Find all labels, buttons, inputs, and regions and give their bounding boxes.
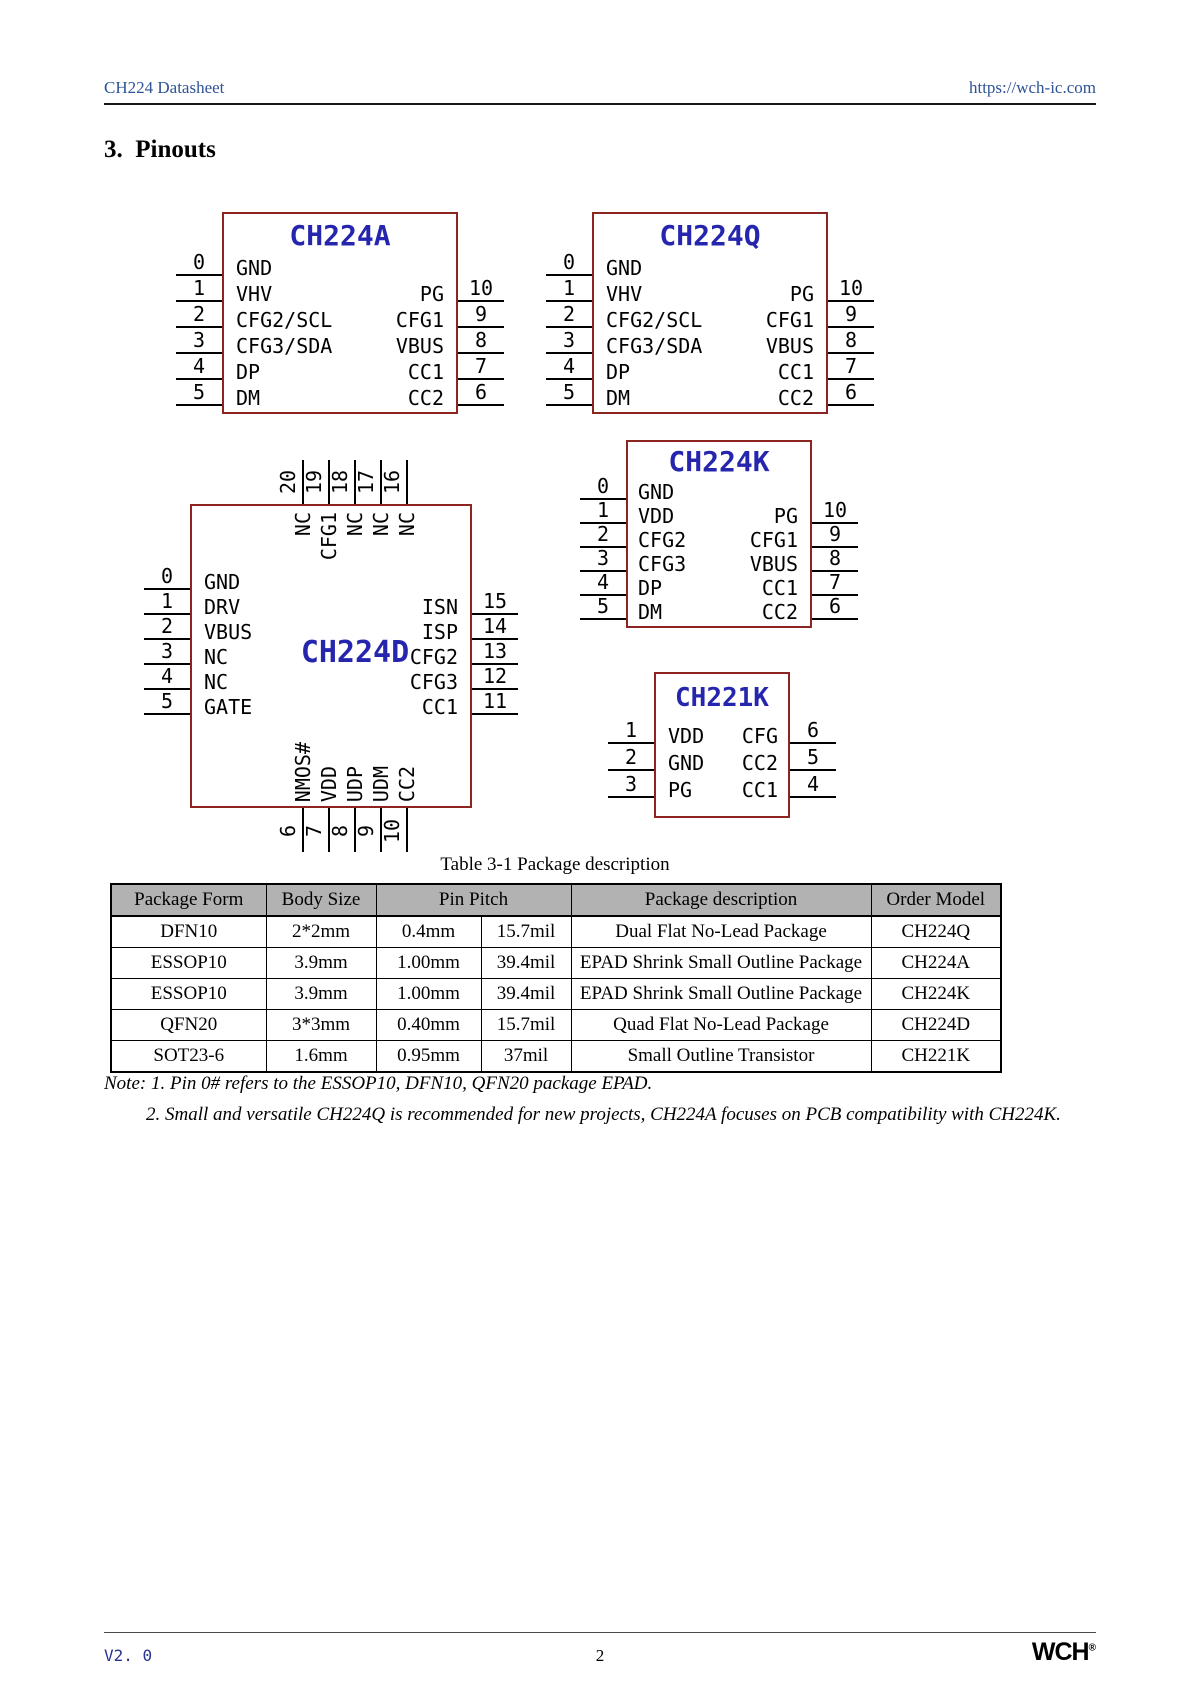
pin-stub: 15 bbox=[472, 591, 518, 615]
cell: Quad Flat No-Lead Package bbox=[571, 1010, 871, 1041]
pin-label: DM bbox=[236, 386, 261, 410]
pin-stub: 0 bbox=[176, 252, 222, 276]
pin-label: CFG1 bbox=[317, 512, 341, 561]
pin-number: 16 bbox=[380, 469, 404, 495]
pin-label: CFG1 bbox=[749, 528, 798, 552]
chip-ch224d bbox=[142, 422, 562, 858]
pin-label: CFG3/SDA bbox=[236, 334, 333, 358]
pin-label: GND bbox=[606, 256, 643, 280]
pin-label: CFG3/SDA bbox=[606, 334, 703, 358]
pin-label: CFG2/SCL bbox=[606, 308, 703, 332]
pin-label: NC bbox=[204, 670, 229, 694]
pin-label: CC2 bbox=[777, 386, 814, 410]
pin-stub: 3 bbox=[144, 641, 190, 665]
pin-stub: 3 bbox=[176, 330, 222, 354]
wch-logo bbox=[1032, 1638, 1096, 1667]
pin-label: CC2 bbox=[741, 751, 778, 775]
notes bbox=[104, 1068, 1100, 1130]
cell: SOT23-6 bbox=[111, 1041, 266, 1073]
table-row bbox=[111, 916, 1001, 948]
chip-ch224k bbox=[580, 440, 902, 636]
pin-number: 10 bbox=[380, 818, 404, 844]
pin-stub: 14 bbox=[472, 616, 518, 640]
pin-number: 8 bbox=[328, 824, 352, 838]
package-table bbox=[110, 883, 1002, 1073]
doc-title: CH224 Datasheet bbox=[104, 78, 225, 97]
footer-version: V2. 0 bbox=[104, 1646, 153, 1665]
pin-stub: 9 bbox=[812, 524, 858, 548]
wch-logo-text: WCH bbox=[1031, 1638, 1089, 1666]
footer-page-number: 2 bbox=[595, 1646, 605, 1665]
cell: 3*3mm bbox=[266, 1010, 376, 1041]
pin-label: CC1 bbox=[777, 360, 814, 384]
pin-label: GND bbox=[668, 751, 705, 775]
page-header bbox=[104, 78, 1096, 105]
pin-stub: 0 bbox=[144, 566, 190, 590]
table-row bbox=[111, 979, 1001, 1010]
chip-title: CH224Q bbox=[659, 219, 761, 252]
pin-label: CC1 bbox=[761, 576, 798, 600]
pin-stub: 7 bbox=[828, 356, 874, 380]
cell: 39.4mil bbox=[481, 979, 571, 1010]
pin-stub: 9 bbox=[828, 304, 874, 328]
pin-stub: 8 bbox=[828, 330, 874, 354]
section-title: 3. Pinouts bbox=[104, 136, 216, 163]
pin-stub: 4 bbox=[580, 572, 626, 596]
pin-line bbox=[406, 808, 408, 852]
pin-label: VDD bbox=[668, 724, 705, 748]
pin-stub: 10 bbox=[828, 278, 874, 302]
col-package-form: Package Form bbox=[111, 884, 266, 916]
pin-stub: 5 bbox=[144, 691, 190, 715]
chip-title: CH221K bbox=[675, 683, 769, 713]
cell: QFN20 bbox=[111, 1010, 266, 1041]
pin-label: GND bbox=[638, 480, 675, 504]
note-line-1: Note: 1. Pin 0# refers to the ESSOP10, DFN10, QFN20 package EPAD. bbox=[104, 1073, 653, 1094]
cell: ESSOP10 bbox=[111, 979, 266, 1010]
pin-number: 7 bbox=[302, 824, 326, 838]
pin-stub: 4 bbox=[144, 666, 190, 690]
chip-title: CH224A bbox=[289, 219, 391, 252]
pin-label: VDD bbox=[638, 504, 675, 528]
pin-label: CFG1 bbox=[395, 308, 444, 332]
cell: 0.95mm bbox=[376, 1041, 481, 1073]
pin-label: VBUS bbox=[765, 334, 814, 358]
pin-label: CC2 bbox=[761, 600, 798, 624]
chip-ch224a bbox=[176, 212, 506, 428]
pin-stub: 2 bbox=[546, 304, 592, 328]
pin-label: ISP bbox=[421, 620, 458, 644]
pin-stub: 7 bbox=[812, 572, 858, 596]
pin-stub: 13 bbox=[472, 641, 518, 665]
pin-label: CC1 bbox=[407, 360, 444, 384]
chip-title: CH224D bbox=[300, 635, 410, 670]
pin-number: 20 bbox=[276, 469, 300, 495]
pin-stub: 1 bbox=[144, 591, 190, 615]
pin-label: DM bbox=[638, 600, 663, 624]
package-table-section bbox=[110, 854, 1000, 1073]
cell: CH224K bbox=[871, 979, 1001, 1010]
pin-label: CC2 bbox=[407, 386, 444, 410]
col-pin-pitch: Pin Pitch bbox=[376, 884, 571, 916]
pin-stub: 5 bbox=[546, 382, 592, 406]
note-line-2: 2. Small and versatile CH224Q is recommended for new projects, CH224A focuses on PCB compatibility with CH224K. bbox=[146, 1104, 1061, 1125]
pin-label: GATE bbox=[204, 695, 253, 719]
cell: 1.6mm bbox=[266, 1041, 376, 1073]
table-caption: Table 3-1 Package description bbox=[440, 854, 670, 875]
pin-stub: 8 bbox=[458, 330, 504, 354]
cell: 15.7mil bbox=[481, 916, 571, 948]
pin-label: DP bbox=[236, 360, 261, 384]
cell: CH224Q bbox=[871, 916, 1001, 948]
cell: 3.9mm bbox=[266, 979, 376, 1010]
cell: EPAD Shrink Small Outline Package bbox=[571, 948, 871, 979]
pin-stub: 10 bbox=[458, 278, 504, 302]
cell: 0.4mm bbox=[376, 916, 481, 948]
pin-label: CFG2 bbox=[409, 645, 458, 669]
pin-label: PG bbox=[668, 778, 693, 802]
cell: Small Outline Transistor bbox=[571, 1041, 871, 1073]
pin-label: PG bbox=[419, 282, 444, 306]
cell: 1.00mm bbox=[376, 979, 481, 1010]
pin-label: CC2 bbox=[395, 765, 419, 802]
pin-stub: 11 bbox=[472, 691, 518, 715]
table-header-row bbox=[111, 884, 1001, 916]
pin-stub: 12 bbox=[472, 666, 518, 690]
cell: 37mil bbox=[481, 1041, 571, 1073]
pin-label: NC bbox=[343, 512, 367, 537]
pin-stub: 2 bbox=[176, 304, 222, 328]
cell: CH221K bbox=[871, 1041, 1001, 1073]
cell: ESSOP10 bbox=[111, 948, 266, 979]
col-package-description: Package description bbox=[571, 884, 871, 916]
pin-label: UDM bbox=[369, 765, 393, 802]
pin-label: CC1 bbox=[741, 778, 778, 802]
pin-label: NC bbox=[395, 512, 419, 537]
pin-label: CFG3 bbox=[409, 670, 458, 694]
pin-stub: 0 bbox=[546, 252, 592, 276]
pin-label: CFG2 bbox=[638, 528, 687, 552]
col-order-model: Order Model bbox=[871, 884, 1001, 916]
pin-label: NC bbox=[291, 512, 315, 537]
pin-label: VDD bbox=[317, 765, 341, 802]
registered-mark: ® bbox=[1088, 1642, 1096, 1654]
col-body-size: Body Size bbox=[266, 884, 376, 916]
table-row bbox=[111, 1010, 1001, 1041]
pin-label: CFG2/SCL bbox=[236, 308, 333, 332]
chip-ch224q bbox=[546, 212, 876, 428]
pin-label: UDP bbox=[343, 765, 367, 802]
pin-label: VBUS bbox=[749, 552, 798, 576]
pin-stub: 3 bbox=[580, 548, 626, 572]
cell: 3.9mm bbox=[266, 948, 376, 979]
pin-stub: 4 bbox=[790, 774, 836, 798]
pin-label: NC bbox=[204, 645, 229, 669]
pin-stub: 2 bbox=[144, 616, 190, 640]
pin-stub: 2 bbox=[608, 747, 654, 771]
cell: 0.40mm bbox=[376, 1010, 481, 1041]
pin-stub: 7 bbox=[458, 356, 504, 380]
pin-label: GND bbox=[236, 256, 273, 280]
pin-label: NC bbox=[369, 512, 393, 537]
pin-label: PG bbox=[773, 504, 798, 528]
pin-stub: 6 bbox=[458, 382, 504, 406]
pin-label: NMOS# bbox=[291, 741, 315, 802]
pin-label: CFG1 bbox=[765, 308, 814, 332]
pin-stub: 1 bbox=[176, 278, 222, 302]
pin-number: 17 bbox=[354, 469, 378, 495]
pin-label: GND bbox=[204, 570, 241, 594]
pin-label: DP bbox=[606, 360, 631, 384]
chip-title: CH224K bbox=[668, 445, 770, 478]
pin-stub: 10 bbox=[812, 500, 858, 524]
table-row bbox=[111, 948, 1001, 979]
cell: CH224D bbox=[871, 1010, 1001, 1041]
pin-stub: 1 bbox=[580, 500, 626, 524]
cell: EPAD Shrink Small Outline Package bbox=[571, 979, 871, 1010]
pin-stub: 6 bbox=[828, 382, 874, 406]
footer-divider bbox=[104, 1632, 1096, 1633]
pin-label: DRV bbox=[204, 595, 241, 619]
cell: 1.00mm bbox=[376, 948, 481, 979]
cell: Dual Flat No-Lead Package bbox=[571, 916, 871, 948]
pin-stub: 4 bbox=[546, 356, 592, 380]
pin-stub: 2 bbox=[580, 524, 626, 548]
pin-label: VHV bbox=[236, 282, 273, 306]
pin-stub: 6 bbox=[812, 596, 858, 620]
pin-stub: 5 bbox=[176, 382, 222, 406]
pin-stub: 1 bbox=[608, 720, 654, 744]
pin-label: VHV bbox=[606, 282, 643, 306]
pin-label: ISN bbox=[421, 595, 458, 619]
cell: 39.4mil bbox=[481, 948, 571, 979]
header-url-link[interactable]: https://wch-ic.com bbox=[968, 78, 1096, 97]
pin-stub: 1 bbox=[546, 278, 592, 302]
pin-label: CFG3 bbox=[638, 552, 687, 576]
pin-label: CC1 bbox=[421, 695, 458, 719]
pin-line bbox=[406, 460, 408, 504]
pin-number: 9 bbox=[354, 824, 378, 838]
pin-number: 19 bbox=[302, 469, 326, 495]
pin-label: VBUS bbox=[204, 620, 253, 644]
cell: 15.7mil bbox=[481, 1010, 571, 1041]
pin-number: 18 bbox=[328, 469, 352, 495]
pin-stub: 4 bbox=[176, 356, 222, 380]
pin-label: PG bbox=[789, 282, 814, 306]
pin-stub: 9 bbox=[458, 304, 504, 328]
pin-label: CFG bbox=[741, 724, 778, 748]
pin-stub: 0 bbox=[580, 476, 626, 500]
pin-label: DM bbox=[606, 386, 631, 410]
pin-number: 6 bbox=[276, 824, 300, 838]
pin-stub: 3 bbox=[546, 330, 592, 354]
pin-stub: 5 bbox=[580, 596, 626, 620]
pin-stub: 5 bbox=[790, 747, 836, 771]
cell: DFN10 bbox=[111, 916, 266, 948]
pin-label: VBUS bbox=[395, 334, 444, 358]
pin-stub: 6 bbox=[790, 720, 836, 744]
cell: 2*2mm bbox=[266, 916, 376, 948]
cell: CH224A bbox=[871, 948, 1001, 979]
pin-label: DP bbox=[638, 576, 663, 600]
chip-ch221k bbox=[608, 672, 882, 824]
pin-stub: 3 bbox=[608, 774, 654, 798]
pin-stub: 8 bbox=[812, 548, 858, 572]
